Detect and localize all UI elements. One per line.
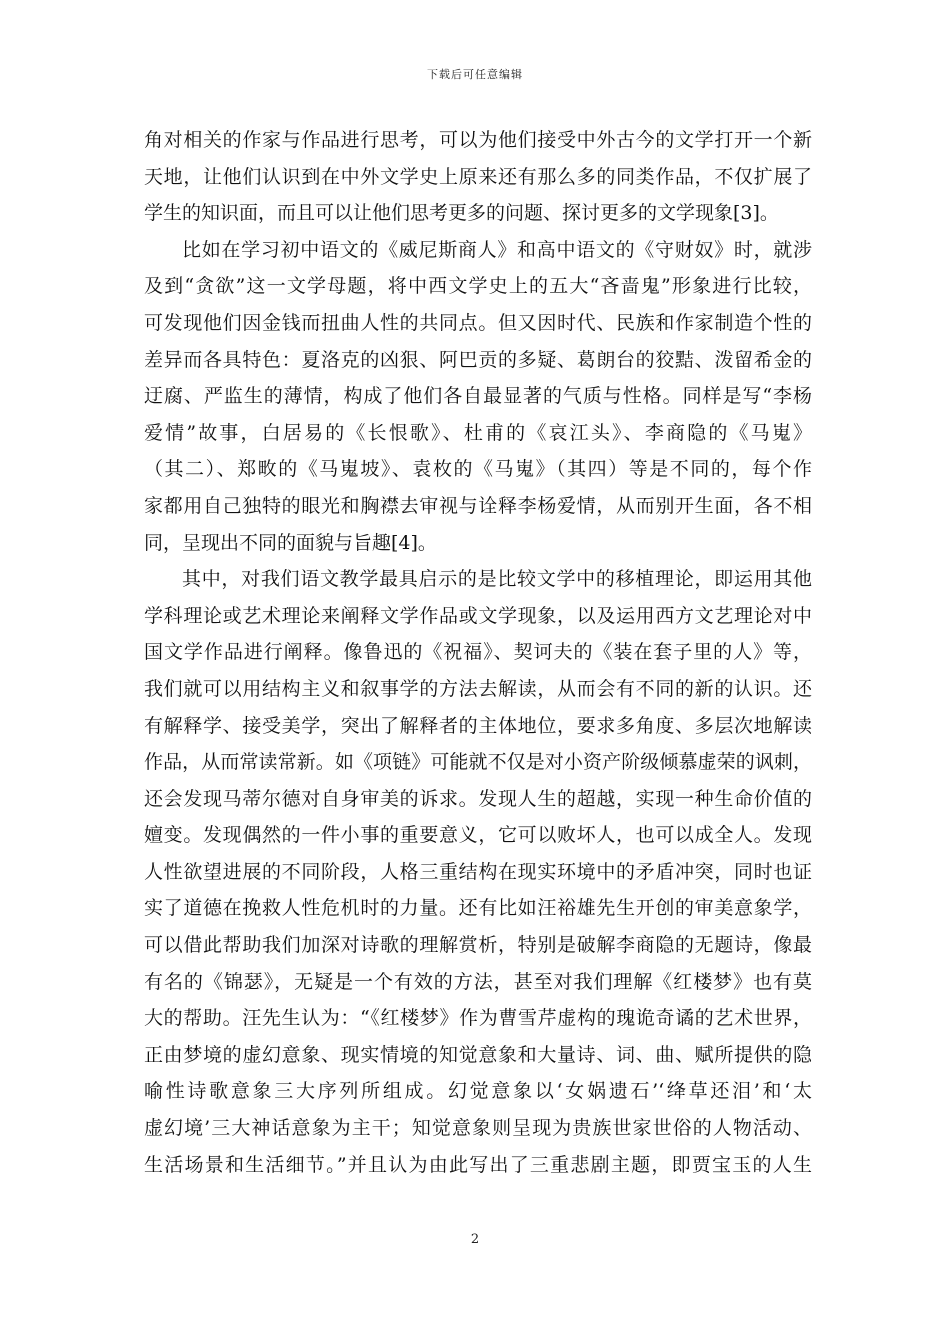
text-line: 迂腐、严监生的薄情，构成了他们各自最显著的气质与性格。同样是写“李杨 [144, 385, 812, 408]
body-text [144, 122, 812, 1183]
paragraph-first-line: 其中，对我们语文教学最具启示的是比较文学中的移植理论，即运用其他 [182, 568, 812, 591]
text-line: 生活场景和生活细节。”并且认为由此写出了三重悲剧主题，即贾宝玉的人生 [144, 1153, 812, 1176]
text-line: 及到“贪欲”这一文学母题，将中西文学史上的五大“吝啬鬼”形象进行比较， [144, 275, 812, 298]
text-line: 同，呈现出不同的面貌与旨趣[4]。 [144, 531, 437, 554]
text-line: 学科理论或艺术理论来阐释文学作品或文学现象，以及运用西方文艺理论对中 [144, 604, 812, 627]
text-line: 作品，从而常读常新。如《项链》可能就不仅是对小资产阶级倾慕虚荣的讽刺， [144, 751, 812, 774]
page-header: 下载后可任意编辑 [427, 68, 523, 81]
text-line: 家都用自己独特的眼光和胸襟去审视与诠释李杨爱情，从而别开生面，各不相 [144, 494, 812, 517]
text-line: 实了道德在挽救人性危机时的力量。还有比如汪裕雄先生开创的审美意象学， [144, 897, 812, 920]
text-line: （其二）、郑畋的《马嵬坡》、袁枚的《马嵬》（其四）等是不同的，每个作 [144, 458, 812, 481]
text-line: 还会发现马蒂尔德对自身审美的诉求。发现人生的超越，实现一种生命价值的 [144, 787, 812, 810]
text-line: 我们就可以用结构主义和叙事学的方法去解读，从而会有不同的新的认识。还 [144, 677, 812, 700]
text-line: 有名的《锦瑟》，无疑是一个有效的方法，甚至对我们理解《红楼梦》也有莫 [144, 970, 812, 993]
text-line: 可以借此帮助我们加深对诗歌的理解赏析，特别是破解李商隐的无题诗，像最 [144, 934, 812, 957]
text-line: 大的帮助。汪先生认为：“《红楼梦》作为曹雪芹虚构的瑰诡奇谲的艺术世界， [144, 1007, 812, 1030]
text-line: 有解释学、接受美学，突出了解释者的主体地位，要求多角度、多层次地解读 [144, 714, 812, 737]
text-line: 人性欲望进展的不同阶段，人格三重结构在现实环境中的矛盾冲突，同时也证 [144, 860, 812, 883]
text-line: 喻性诗歌意象三大序列所组成。幻觉意象以‘女娲遗石’‘绛草还泪’和‘太 [144, 1080, 812, 1103]
page-number: 2 [470, 1232, 480, 1247]
text-line: 学生的知识面，而且可以让他们思考更多的问题、探讨更多的文学现象[3]。 [144, 202, 779, 225]
paragraph-first-line: 比如在学习初中语文的《威尼斯商人》和高中语文的《守财奴》时，就涉 [182, 238, 812, 261]
text-line: 虚幻境’三大神话意象为主干；知觉意象则呈现为贵族世家世俗的人物活动、 [144, 1117, 812, 1140]
text-line: 可发现他们因金钱而扭曲人性的共同点。但又因时代、民族和作家制造个性的 [144, 311, 812, 334]
text-line: 正由梦境的虚幻意象、现实情境的知觉意象和大量诗、词、曲、赋所提供的隐 [144, 1043, 812, 1066]
text-line: 嬗变。发现偶然的一件小事的重要意义，它可以败坏人，也可以成全人。发现 [144, 824, 812, 847]
text-line: 国文学作品进行阐释。像鲁迅的《祝福》、契诃夫的《装在套子里的人》等， [144, 641, 812, 664]
text-line: 天地，让他们认识到在中外文学史上原来还有那么多的同类作品，不仅扩展了 [144, 165, 812, 188]
text-line: 爱情”故事，白居易的《长恨歌》、杜甫的《哀江头》、李商隐的《马嵬》 [144, 421, 812, 444]
text-line: 角对相关的作家与作品进行思考，可以为他们接受中外古今的文学打开一个新 [144, 129, 812, 151]
text-line: 差异而各具特色：夏洛克的凶狠、阿巴贡的多疑、葛朗台的狡黠、泼留希金的 [144, 348, 812, 371]
